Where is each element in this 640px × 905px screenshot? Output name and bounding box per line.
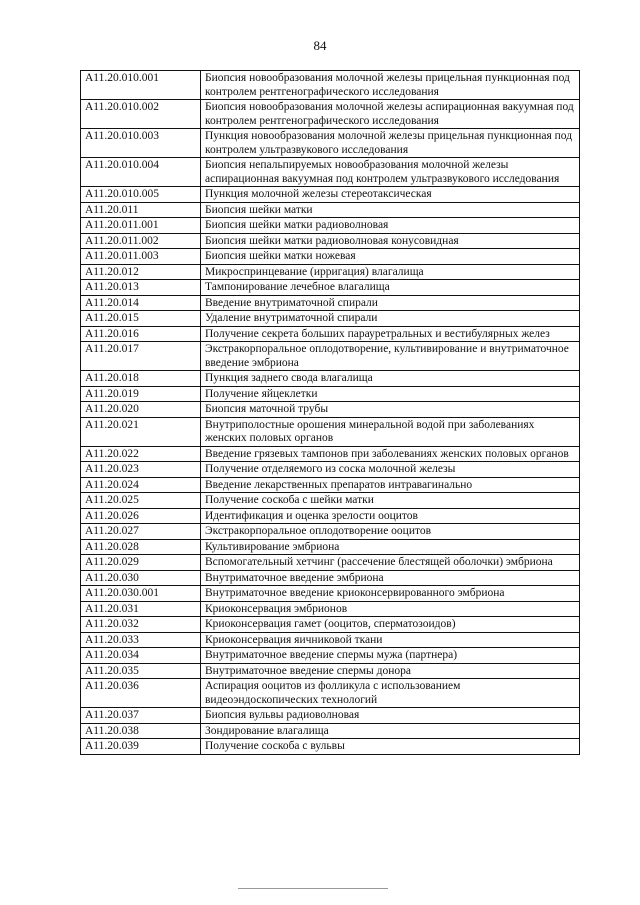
service-code: A11.20.031 <box>81 601 201 617</box>
service-code: A11.20.028 <box>81 539 201 555</box>
table-row <box>81 477 580 493</box>
table-row <box>81 632 580 648</box>
service-name: Введение лекарственных препаратов интравагинально <box>201 477 580 493</box>
service-code: A11.20.034 <box>81 648 201 664</box>
service-name: Внутриматочное введение спермы мужа (партнера) <box>201 648 580 664</box>
service-name: Биопсия шейки матки ножевая <box>201 249 580 265</box>
service-name: Тампонирование лечебное влагалища <box>201 280 580 296</box>
service-code: A11.20.017 <box>81 342 201 371</box>
service-name: Биопсия новообразования молочной железы аспирационная вакуумная под контролем рентгенографического исследования <box>201 100 580 129</box>
table-row <box>81 508 580 524</box>
service-code: A11.20.030 <box>81 570 201 586</box>
service-name: Биопсия новообразования молочной железы прицельная пункционная под контролем рентгенографического исследования <box>201 71 580 100</box>
table-row <box>81 617 580 633</box>
service-code: A11.20.021 <box>81 417 201 446</box>
table-row <box>81 446 580 462</box>
table-row <box>81 371 580 387</box>
service-name: Криоконсервация яичниковой ткани <box>201 632 580 648</box>
service-name: Введение внутриматочной спирали <box>201 295 580 311</box>
table-row <box>81 524 580 540</box>
service-name: Биопсия вульвы радиоволновая <box>201 708 580 724</box>
service-code: A11.20.027 <box>81 524 201 540</box>
table-row <box>81 233 580 249</box>
service-code: A11.20.023 <box>81 462 201 478</box>
service-name: Идентификация и оценка зрелости ооцитов <box>201 508 580 524</box>
service-code: A11.20.035 <box>81 663 201 679</box>
service-name: Пункция молочной железы стереотаксическая <box>201 187 580 203</box>
table-row <box>81 663 580 679</box>
service-code: A11.20.014 <box>81 295 201 311</box>
table-row <box>81 264 580 280</box>
service-name: Пункция новообразования молочной железы прицельная пункционная под контролем ультразвукового исследования <box>201 129 580 158</box>
table-row <box>81 280 580 296</box>
table-row <box>81 295 580 311</box>
service-code: A11.20.010.002 <box>81 100 201 129</box>
service-name: Получение отделяемого из соска молочной железы <box>201 462 580 478</box>
service-code: A11.20.010.001 <box>81 71 201 100</box>
service-name: Биопсия маточной трубы <box>201 402 580 418</box>
service-name: Биопсия шейки матки радиоволновая <box>201 218 580 234</box>
table-row <box>81 386 580 402</box>
table-row <box>81 570 580 586</box>
service-name: Криоконсервация гамет (ооцитов, сперматозоидов) <box>201 617 580 633</box>
service-code: A11.20.019 <box>81 386 201 402</box>
service-code: A11.20.024 <box>81 477 201 493</box>
service-code: A11.20.032 <box>81 617 201 633</box>
service-code: A11.20.025 <box>81 493 201 509</box>
table-row <box>81 249 580 265</box>
service-code: A11.20.011.001 <box>81 218 201 234</box>
service-name: Внутриматочное введение спермы донора <box>201 663 580 679</box>
table-row <box>81 555 580 571</box>
service-name: Экстракорпоральное оплодотворение, культивирование и внутриматочное введение эмбриона <box>201 342 580 371</box>
service-name: Внутриполостные орошения минеральной водой при заболеваниях женских половых органов <box>201 417 580 446</box>
service-code: A11.20.016 <box>81 326 201 342</box>
service-name: Криоконсервация эмбрионов <box>201 601 580 617</box>
service-name: Микроспринцевание (ирригация) влагалища <box>201 264 580 280</box>
services-table <box>80 70 580 755</box>
service-name: Получение соскоба с вульвы <box>201 739 580 755</box>
service-name: Удаление внутриматочной спирали <box>201 311 580 327</box>
table-row <box>81 202 580 218</box>
service-name: Внутриматочное введение криоконсервированного эмбриона <box>201 586 580 602</box>
service-code: A11.20.010.004 <box>81 158 201 187</box>
service-code: A11.20.030.001 <box>81 586 201 602</box>
table-row <box>81 493 580 509</box>
page-number: 84 <box>313 38 327 53</box>
service-name: Получение яйцеклетки <box>201 386 580 402</box>
service-name: Экстракорпоральное оплодотворение ооцитов <box>201 524 580 540</box>
table-row <box>81 129 580 158</box>
table-row <box>81 311 580 327</box>
service-code: A11.20.033 <box>81 632 201 648</box>
service-code: A11.20.036 <box>81 679 201 708</box>
table-row <box>81 462 580 478</box>
service-code: A11.20.015 <box>81 311 201 327</box>
service-name: Получение соскоба с шейки матки <box>201 493 580 509</box>
service-name: Введение грязевых тампонов при заболеваниях женских половых органов <box>201 446 580 462</box>
service-name: Культивирование эмбриона <box>201 539 580 555</box>
service-code: A11.20.012 <box>81 264 201 280</box>
service-code: A11.20.038 <box>81 723 201 739</box>
table-row <box>81 100 580 129</box>
service-code: A11.20.022 <box>81 446 201 462</box>
service-name: Биопсия шейки матки <box>201 202 580 218</box>
table-row <box>81 187 580 203</box>
table-row <box>81 648 580 664</box>
service-name: Получение секрета больших парауретральных и вестибулярных желез <box>201 326 580 342</box>
service-name: Пункция заднего свода влагалища <box>201 371 580 387</box>
table-row <box>81 158 580 187</box>
service-code: A11.20.020 <box>81 402 201 418</box>
table-row <box>81 402 580 418</box>
table-row <box>81 342 580 371</box>
service-code: A11.20.013 <box>81 280 201 296</box>
service-code: A11.20.018 <box>81 371 201 387</box>
service-name: Аспирация ооцитов из фолликула с использованием видеоэндоскопических технологий <box>201 679 580 708</box>
service-name: Внутриматочное введение эмбриона <box>201 570 580 586</box>
service-code: A11.20.029 <box>81 555 201 571</box>
table-row <box>81 586 580 602</box>
service-code: A11.20.010.005 <box>81 187 201 203</box>
table-row <box>81 417 580 446</box>
service-code: A11.20.011 <box>81 202 201 218</box>
table-row <box>81 739 580 755</box>
service-code: A11.20.039 <box>81 739 201 755</box>
service-code: A11.20.037 <box>81 708 201 724</box>
service-name: Зондирование влагалища <box>201 723 580 739</box>
table-row <box>81 71 580 100</box>
table-row <box>81 601 580 617</box>
service-name: Вспомогательный хетчинг (рассечение блестящей оболочки) эмбриона <box>201 555 580 571</box>
table-row <box>81 218 580 234</box>
service-code: A11.20.026 <box>81 508 201 524</box>
table-row <box>81 679 580 708</box>
service-code: A11.20.010.003 <box>81 129 201 158</box>
table-row <box>81 708 580 724</box>
table-row <box>81 723 580 739</box>
table-row <box>81 326 580 342</box>
service-name: Биопсия шейки матки радиоволновая конусовидная <box>201 233 580 249</box>
table-body <box>81 71 580 755</box>
bottom-rule <box>238 888 388 889</box>
service-name: Биопсия непальпируемых новообразования молочной железы аспирационная вакуумная под контролем ультразвукового исследования <box>201 158 580 187</box>
table-row <box>81 539 580 555</box>
service-code: A11.20.011.002 <box>81 233 201 249</box>
service-code: A11.20.011.003 <box>81 249 201 265</box>
